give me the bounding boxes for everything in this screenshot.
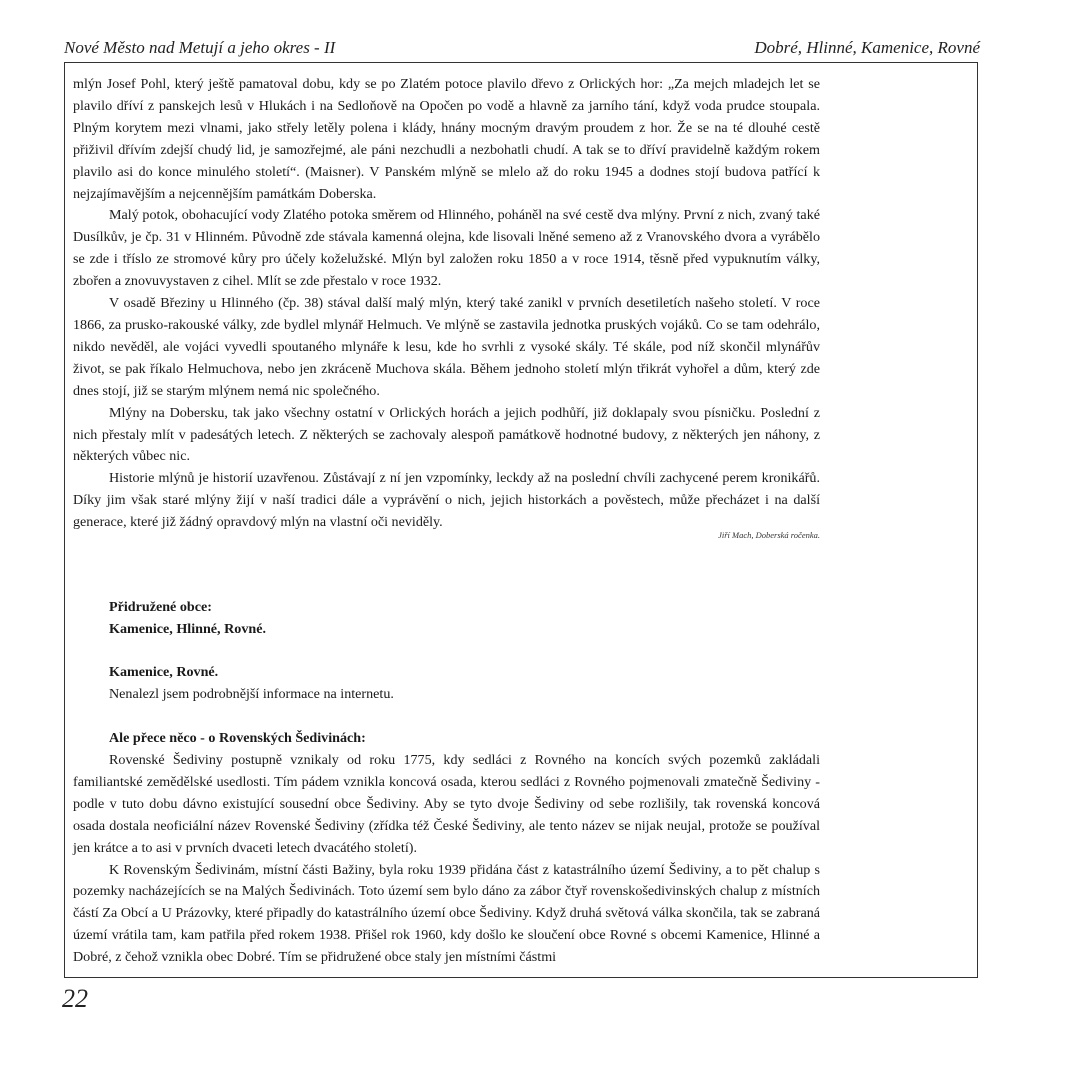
paragraph: Rovenské Šediviny postupně vznikaly od roku 1775, kdy sedláci z Rovného na koncích svých pozemků zakládali familiantské zemědělské usedlosti. Tím pádem vznikla koncová osada, kterou sedláci z Rovného pojmenovali zmatečně Šediviny - podle v tuto dobu dávno existující sousední obce Šediviny. Aby se tyto dvoje Šediviny od sebe rozlišily, tak rovenská koncová osada dostala neoficiální název Rovenské Šediviny (zřídka též České Šediviny, ale tento název se nijak neujal, protože se používal jen krátce a to asi v prvních dvaceti letech dvacátého století). xyxy=(73,752,820,856)
paragraph: Malý potok, obohacující vody Zlatého potoka směrem od Hlinného, poháněl na své cestě dva mlýny. První z nich, zvaný také Dusílkův, je čp. 31 v Hlinném. Původně zde stávala kamenná olejna, kde lisovali lněné semeno až z Vranovského dvora a vyrábělo se zde i tříslo ze stromové kůry pro účely koželužské. Mlýn byl založen roku 1850 a v roce 1914, těsně před vypuknutím války, zbořen a znovuvystaven z cihel. Mlít se zde přestalo v roce 1932. xyxy=(73,207,820,290)
paragraph: Mlýny na Dobersku, tak jako všechny ostatní v Orlických horách a jejich podhůří, již doklapaly svou písničku. Poslední z nich přestaly mlít v padesátých letech. Z některých se zachovaly alespoň památkově hodnotné budovy, z některých jen náhony, z některých vůbec nic. xyxy=(73,404,820,465)
section-heading xyxy=(109,597,266,641)
article-sediviny xyxy=(73,750,820,969)
page-number: 22 xyxy=(62,984,88,1013)
header-chapter-title: Dobré, Hlinné, Kamenice, Rovné xyxy=(754,38,980,57)
heading-line: Kamenice, Hlinné, Rovné. xyxy=(109,620,266,637)
sedivin-heading: Ale přece něco - o Rovenských Šedivinách: xyxy=(109,730,366,746)
paragraph: K Rovenským Šedivinám, místní části Bažiny, byla roku 1939 přidána část z katastrálního území Šediviny, a to pět chalup s pozemky nacházejících se na Malých Šedivinách. Toto území sem bylo dáno za zábor čtyř rovenskošedivinských chalup z místních částí Za Obcí a U Prázovky, které připadly do katastrálního území obce Šediviny. Když druhá světová válka skončila, tak se zabraná území vrátila tam, kam patřila před rokem 1938. Přišel rok 1960, kdy došlo ke sloučení obce Rovné s obcemi Kamenice, Hlinné a Dobré, z čehož vznikla obec Dobré. Tím se přidružené obce staly jen místními částmi xyxy=(73,861,820,966)
running-header xyxy=(64,38,980,60)
subsection-kamenice-rovne xyxy=(109,662,394,706)
subsection-heading: Kamenice, Rovné. xyxy=(109,664,219,680)
subsection-text: Nenalezl jsem podrobnější informace na internetu. xyxy=(109,685,394,702)
paragraph: mlýn Josef Pohl, který ještě pamatoval dobu, kdy se po Zlatém potoce plavilo dřevo z Orlických hor: „Za mejch mladejch let se plavilo dříví z panskejch lesů v Hlukách i na Sedloňově na Opočen po vodě a hlavně za jarního tání, když voda prudce stoupala. Plným korytem mezi vlnami, jako střely letěly polena i klády, hnány mocným dravým proudem z hor. Že se na té dlouhé cestě přiživil dřívím zdejší chudý lid, je samozřejmé, ale páni nezchudli a nezbohatli chudí. A tak se to dříví pravidelně každým rokem plavilo asi do konce minulého století“. (Maisner). V Panském mlýně se mlelo až do roku 1945 a dodnes stojí budova patřící k nejzajímavějším a nejcennějším památkám Doberska. xyxy=(73,76,820,202)
article-mills xyxy=(73,74,820,534)
header-book-title: Nové Město nad Metují a jeho okres - II xyxy=(64,38,336,57)
source-signature: Jiří Mach, Doberská ročenka. xyxy=(718,530,820,540)
paragraph: Historie mlýnů je historií uzavřenou. Zůstávají z ní jen vzpomínky, leckdy až na poslední chvíli zachycené perem kronikářů. Díky jim však staré mlýny žijí v naší tradici dále a vyprávění o nich, jejich historkách a pověstech, může přecházet i na další generace, které již žádný opravdový mlýn na vlastní oči neviděly. xyxy=(73,470,820,531)
paragraph: V osadě Březiny u Hlinného (čp. 38) stával další malý mlýn, který také zanikl v prvních desetiletích našeho století. V roce 1866, za prusko-rakouské války, zde bydlel mlynář Helmuch. Ve mlýně se zastavila jednotka pruských vojáků. Co se tam odehrálo, nikdo nevěděl, ale vojáci vyvedli spoutaného mlynáře k lesu, kde ho svrhli z vysoké skály. Té skále, pod níž skončil mlynářův život, se pak říkalo Helmuchova, nebo jen zkráceně Muchova skála. Během jednoho století mlýn třikrát vyhořel a dům, který zde dnes stojí, již se starým mlýnem nemá nic společného. xyxy=(73,295,820,399)
heading-line: Přidružené obce: xyxy=(109,599,212,615)
